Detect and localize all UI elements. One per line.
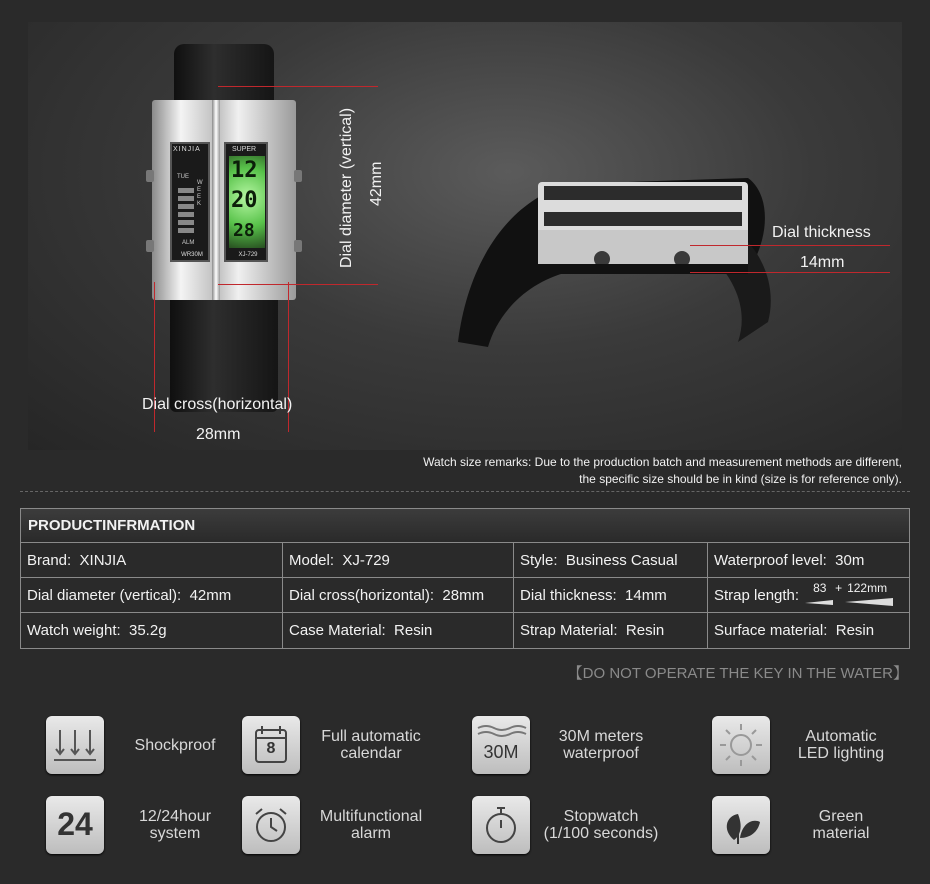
dial-thickness-cell xyxy=(514,578,708,612)
side-button-adjust xyxy=(294,170,302,182)
feature-line-1: 30M meters xyxy=(558,728,644,745)
feature-green-material xyxy=(712,796,930,856)
watch-weight-cell xyxy=(21,613,283,648)
cell-value: Business Casual xyxy=(565,552,678,569)
cell-label: Strap length: xyxy=(714,587,800,604)
lcd-week: WEEK xyxy=(197,180,203,207)
feature-line-2: system xyxy=(149,825,201,842)
feature-led-lighting xyxy=(712,716,930,776)
surface-material-cell xyxy=(708,613,909,648)
alarm-clock-icon xyxy=(242,796,300,854)
water-depth: 30M xyxy=(483,742,519,762)
model-print: XJ-729 xyxy=(238,252,258,258)
brand-cell xyxy=(21,543,283,577)
feature-line-2: calendar xyxy=(340,745,402,762)
style-cell xyxy=(514,543,708,577)
feature-line-1: Green xyxy=(818,808,864,825)
lcd-minutes: 20 xyxy=(231,188,258,213)
cell-label: Model: xyxy=(289,552,335,569)
cell-label: Dial cross(horizontal): xyxy=(289,587,435,604)
side-button-reset xyxy=(294,240,302,252)
feature-line-1: Shockproof xyxy=(134,736,216,754)
strap-short-length: 83 xyxy=(813,581,827,596)
product-information-table xyxy=(20,508,910,649)
stopwatch-icon xyxy=(472,796,530,854)
model-cell xyxy=(283,543,514,577)
cell-value: Resin xyxy=(394,622,433,639)
right-lcd xyxy=(224,142,268,262)
table-row xyxy=(21,543,909,578)
feature-line-1: Full automatic xyxy=(321,728,421,745)
feature-label xyxy=(776,716,906,774)
strap-long-length: 122mm xyxy=(847,581,888,596)
cell-value: 42mm xyxy=(189,587,232,604)
cell-value: 14mm xyxy=(625,587,667,604)
product-photo xyxy=(28,22,902,450)
water-warning: 【DO NOT OPERATE THE KEY IN THE WATER】 xyxy=(567,665,908,682)
dimension-line-top xyxy=(218,86,378,87)
strap-shape-icon xyxy=(803,597,895,607)
feature-stopwatch xyxy=(472,796,702,856)
dimension-line-bottom xyxy=(218,284,378,285)
shockproof-arrows-icon xyxy=(46,716,104,774)
dial-cross-cell xyxy=(283,578,514,612)
dashed-divider xyxy=(20,491,910,492)
feature-line-2: material xyxy=(812,825,870,842)
feature-line-2: waterproof xyxy=(563,745,639,762)
feature-label xyxy=(536,716,666,774)
feature-line-2: LED lighting xyxy=(797,745,885,762)
cell-label: Style: xyxy=(520,552,558,569)
leaf-icon xyxy=(712,796,770,854)
vertical-dimension-value: 42mm xyxy=(368,161,385,206)
sun-light-icon xyxy=(712,716,770,774)
cell-value: Resin xyxy=(625,622,665,639)
feature-label xyxy=(776,796,906,854)
watch-case xyxy=(152,100,296,300)
cell-label: Dial thickness: xyxy=(520,587,617,604)
side-button-mode xyxy=(146,240,154,252)
case-material-cell xyxy=(283,613,514,648)
calendar-day: 8 xyxy=(266,740,276,757)
calendar-icon xyxy=(242,716,300,774)
side-watch-image xyxy=(448,172,778,362)
feature-line-2: alarm xyxy=(350,825,391,842)
thickness-value: 14mm xyxy=(800,254,845,271)
thickness-label: Dial thickness xyxy=(772,224,871,241)
vertical-dimension-label: Dial diameter (vertical) xyxy=(338,107,355,268)
side-button-light xyxy=(146,170,154,182)
cell-label: Strap Material: xyxy=(520,622,618,639)
super-print: SUPER xyxy=(232,146,257,153)
remarks-line-2: the specific size should be in kind (size is for reference only). xyxy=(579,472,902,486)
horizontal-dimension-value: 28mm xyxy=(196,426,241,443)
cell-label: Case Material: xyxy=(289,622,386,639)
feature-label xyxy=(306,716,436,774)
feature-label xyxy=(306,796,436,854)
feature-line-1: Stopwatch xyxy=(563,808,639,825)
cell-value: Resin xyxy=(835,622,875,639)
cell-label: Dial diameter (vertical): xyxy=(27,587,182,604)
cell-label: Brand: xyxy=(27,552,72,569)
strap-material-cell xyxy=(514,613,708,648)
waterproof-cell xyxy=(708,543,909,577)
strap-plus: + xyxy=(835,581,843,596)
thickness-line-top xyxy=(690,245,890,246)
size-remarks xyxy=(423,454,902,488)
cell-value: 35.2g xyxy=(129,622,167,639)
24-hour-icon xyxy=(46,796,104,854)
dial-diameter-cell xyxy=(21,578,283,612)
lcd-hours: 12 xyxy=(231,158,258,183)
lcd-backlight xyxy=(229,156,265,248)
feature-line-1: 12/24hour xyxy=(138,808,212,825)
horizontal-dimension-label: Dial cross(horizontal) xyxy=(142,396,293,413)
remarks-line-1: Watch size remarks: Due to the production batch and measurement methods are different, xyxy=(423,455,902,469)
table-row xyxy=(21,578,909,613)
cell-label: Surface material: xyxy=(714,622,828,639)
left-lcd xyxy=(170,142,210,262)
feature-label xyxy=(110,796,240,854)
brand-print: XINJIA xyxy=(173,146,201,153)
front-watch-image xyxy=(152,44,296,412)
lcd-bars xyxy=(178,188,194,236)
lower-strap xyxy=(170,296,278,412)
thickness-line-bottom xyxy=(690,272,890,273)
water-30m-icon xyxy=(472,716,530,774)
24-hour-number: 24 xyxy=(57,806,93,842)
cell-label: Waterproof level: xyxy=(714,552,827,569)
cell-value: XINJIA xyxy=(79,552,127,569)
feature-line-1: Automatic xyxy=(805,728,877,745)
cell-value: 28mm xyxy=(442,587,485,604)
strap-length-diagram xyxy=(803,581,895,608)
feature-label xyxy=(110,716,240,774)
feature-calendar xyxy=(242,716,472,776)
lcd-seconds: 28 xyxy=(233,220,255,241)
feature-label xyxy=(536,796,666,854)
cell-value: 30m xyxy=(835,552,865,569)
lcd-alm: ALM xyxy=(182,240,195,246)
upper-strap xyxy=(174,44,274,104)
feature-line-2: (1/100 seconds) xyxy=(543,825,659,842)
cell-label: Watch weight: xyxy=(27,622,121,639)
feature-waterproof xyxy=(472,716,702,776)
feature-line-1: Multifunctional xyxy=(319,808,423,825)
lcd-day: TUE xyxy=(177,174,189,180)
table-header: PRODUCTINFRMATION xyxy=(21,509,909,543)
cell-value: XJ-729 xyxy=(342,552,390,569)
feature-alarm xyxy=(242,796,472,856)
wr-print: WR30M xyxy=(181,252,203,258)
strap-length-cell xyxy=(708,578,909,612)
table-row xyxy=(21,613,909,648)
